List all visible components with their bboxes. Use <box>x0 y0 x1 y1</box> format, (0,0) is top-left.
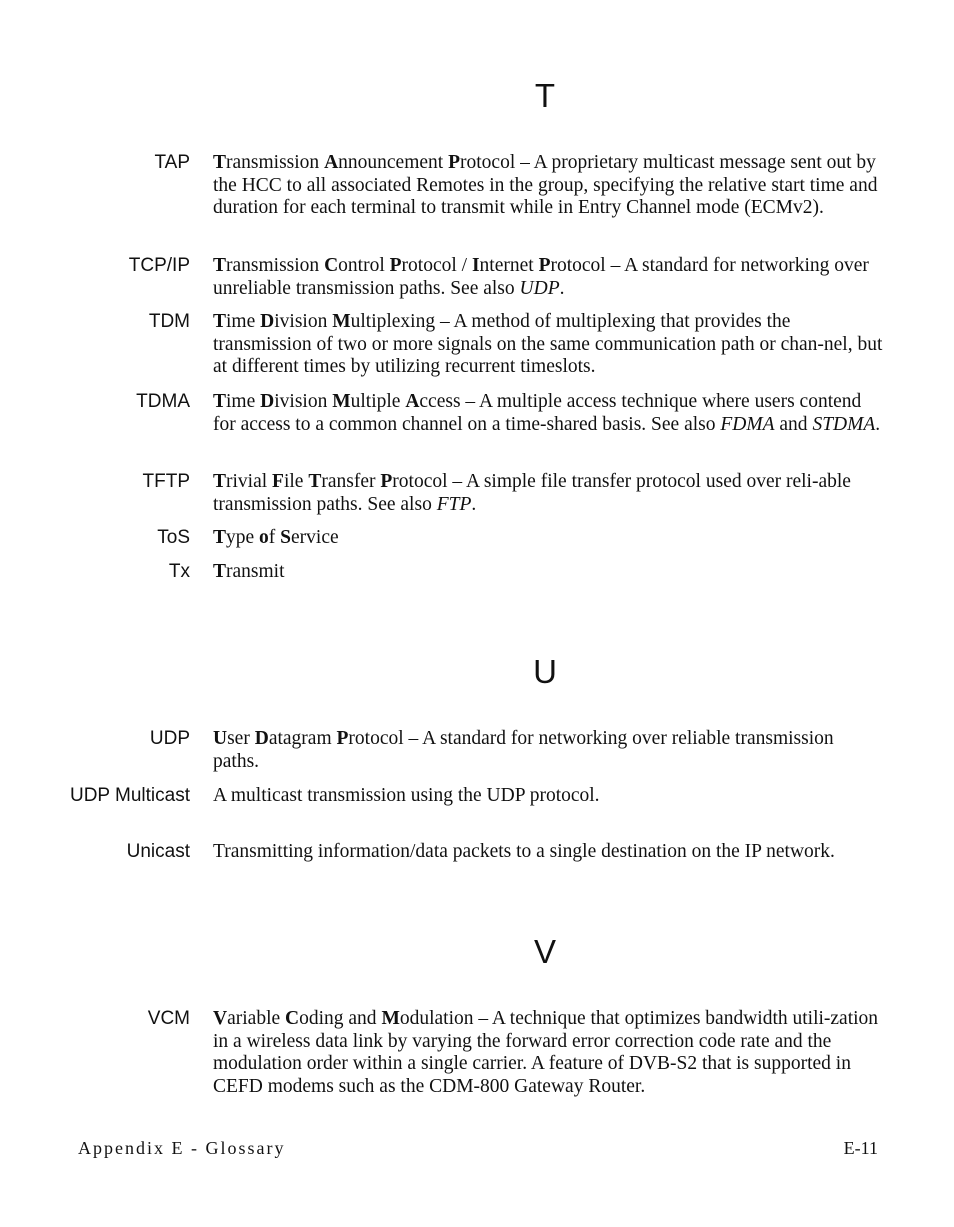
acronym-letter: I <box>471 255 480 276</box>
acronym-letter: A <box>405 391 420 412</box>
acronym-letter: S <box>280 527 292 548</box>
cross-reference: STDMA <box>812 413 876 435</box>
glossary-definition: Trivial File Transfer Protocol – A simple file transfer protocol used over reli-able transmission paths. See also FTP. <box>213 471 851 515</box>
acronym-letter: M <box>332 311 351 332</box>
acronym-letter: A <box>324 152 339 173</box>
section-heading-u: U <box>533 653 557 690</box>
glossary-definition: Type of Service <box>213 527 339 548</box>
acronym-letter: T <box>213 391 227 412</box>
acronym-letter: C <box>324 255 339 276</box>
acronym-letter: D <box>254 728 269 749</box>
acronym-letter: T <box>213 471 227 492</box>
glossary-definition: A multicast transmission using the UDP protocol. <box>213 785 600 806</box>
acronym-letter: V <box>213 1008 228 1029</box>
acronym-letter: P <box>389 255 402 276</box>
glossary-term: Tx <box>168 561 190 582</box>
section-heading-t: T <box>534 77 556 114</box>
acronym-letter: T <box>213 527 227 548</box>
footer-page-number: E-11 <box>843 1138 878 1158</box>
acronym-letter: T <box>213 561 227 582</box>
acronym-letter: T <box>213 311 227 332</box>
acronym-letter: o <box>259 527 269 548</box>
glossary-term: UDP Multicast <box>69 785 190 806</box>
acronym-letter: M <box>332 391 351 412</box>
acronym-letter: P <box>336 728 349 749</box>
acronym-letter: F <box>272 471 284 492</box>
acronym-letter: T <box>308 471 322 492</box>
glossary-definition: Transmitting information/data packets to a single destination on the IP network. <box>213 841 835 862</box>
acronym-letter: M <box>381 1008 400 1029</box>
acronym-letter: P <box>448 152 461 173</box>
acronym-letter: T <box>213 152 227 173</box>
glossary-definition: Transmission Announcement Protocol – A proprietary multicast message sent out by the HCC to all associated Remotes in the group, specifying the relative start time and duration for each terminal to transmit while in Entry Channel mode (ECMv2). <box>213 152 878 219</box>
glossary-definition: Transmit <box>213 561 285 582</box>
acronym-letter: P <box>380 471 393 492</box>
glossary-term: VCM <box>147 1008 190 1029</box>
acronym-letter: D <box>260 311 275 332</box>
acronym-letter: T <box>213 255 227 276</box>
section-heading-v: V <box>533 933 556 970</box>
glossary-term: TDM <box>148 311 190 332</box>
acronym-letter: C <box>285 1008 300 1029</box>
glossary-term: UDP <box>149 728 190 749</box>
footer-section-title: Appendix E - Glossary <box>78 1138 286 1158</box>
glossary-definition: Time Division Multiple Access – A multiple access technique where users contend for access to a common channel on a time-shared basis. See also FDMA and STDMA. <box>213 391 881 435</box>
glossary-term: TFTP <box>142 471 190 492</box>
glossary-term: Unicast <box>126 841 190 862</box>
glossary-definition: Variable Coding and Modulation – A technique that optimizes bandwidth utili-zation in a wireless data link by varying the forward error correction code rate and the modulation order within a single carrier. A feature of DVB-S2 that is supported in CEFD modems such as the CDM-800 Gateway Router. <box>213 1008 879 1097</box>
glossary-definition: Transmission Control Protocol / Internet Protocol – A standard for networking over unreliable transmission paths. See also UDP. <box>213 255 869 299</box>
glossary-definition: User Datagram Protocol – A standard for networking over reliable transmission paths. <box>213 728 834 772</box>
glossary-term: TDMA <box>136 391 190 412</box>
acronym-letter: U <box>213 728 228 749</box>
cross-reference: FDMA <box>720 413 775 435</box>
acronym-letter: D <box>260 391 275 412</box>
cross-reference: UDP <box>519 277 560 299</box>
cross-reference: FTP <box>436 493 472 515</box>
glossary-term: TCP/IP <box>128 255 190 276</box>
glossary-term: ToS <box>157 527 190 548</box>
glossary-definition: Time Division Multiplexing – A method of multiplexing that provides the transmission of two or more signals on the same communication path or chan-nel, but at different times by utilizing recurrent timeslots. <box>213 311 883 378</box>
glossary-term: TAP <box>154 152 190 173</box>
acronym-letter: P <box>538 255 551 276</box>
